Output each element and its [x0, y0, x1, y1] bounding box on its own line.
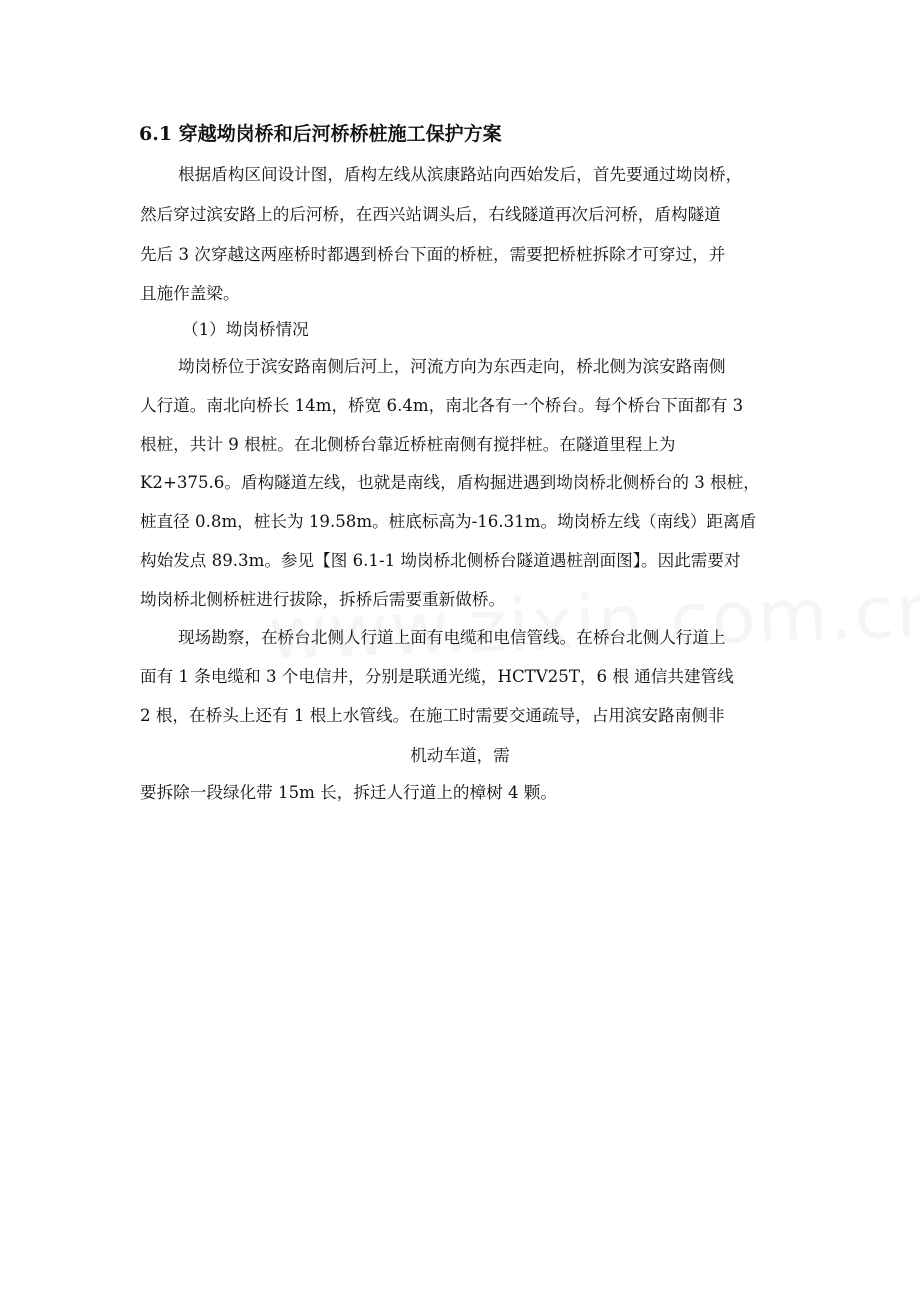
paragraph-2-line-3: 根桩，共计 9 根桩。在北侧桥台靠近桥桩南侧有搅拌桩。在隧道里程上为 [140, 435, 676, 454]
subheading-bridge-status: （1）坳岗桥情况 [182, 320, 309, 339]
paragraph-2-line-7: 坳岗桥北侧桥桩进行拔除，拆桥后需要重新做桥。 [140, 590, 506, 609]
section-heading: 6.1 穿越坳岗桥和后河桥桥桩施工保护方案 [139, 123, 502, 145]
paragraph-3-line-last: 要拆除一段绿化带 15m 长，拆迁人行道上的樟树 4 颗。 [140, 783, 557, 802]
paragraph-3-centered-fragment: 机动车道，需 [410, 746, 510, 765]
paragraph-2-line-6: 构始发点 89.3m。参见【图 6.1-1 坳岗桥北侧桥台隧道遇桩剖面图】。因此需要对 [140, 551, 741, 570]
paragraph-2-line-2: 人行道。南北向桥长 14m，桥宽 6.4m，南北各有一个桥台。每个桥台下面都有 3 [140, 396, 744, 415]
paragraph-2-line-1: 坳岗桥位于滨安路南侧后河上，河流方向为东西走向，桥北侧为滨安路南侧 [178, 357, 726, 376]
paragraph-3-line-1: 现场勘察，在桥台北侧人行道上面有电缆和电信管线。在桥台北侧人行道上 [178, 628, 726, 647]
paragraph-1-line-1: 根据盾构区间设计图，盾构左线从滨康路站向西始发后，首先要通过坳岗桥， [178, 165, 743, 184]
paragraph-2-line-5: 桩直径 0.8m，桩长为 19.58m。桩底标高为-16.31m。坳岗桥左线（南线）距离盾 [140, 512, 757, 531]
paragraph-1-line-3: 先后 3 次穿越这两座桥时都遇到桥台下面的桥桩，需要把桥桩拆除才可穿过，并 [140, 245, 726, 264]
paragraph-1-line-2: 然后穿过滨安路上的后河桥，在西兴站调头后，右线隧道再次后河桥，盾构隧道 [140, 205, 721, 224]
paragraph-2-line-4: K2+375.6。盾构隧道左线，也就是南线，盾构掘进遇到坳岗桥北侧桥台的 3 根桩， [140, 473, 760, 492]
paragraph-3-line-3: 2 根，在桥头上还有 1 根上水管线。在施工时需要交通疏导，占用滨安路南侧非 [140, 706, 725, 725]
watermark [267, 568, 920, 676]
paragraph-3-line-2: 面有 1 条电缆和 3 个电信井，分别是联通光缆，HCTV25T，6 根 通信共建管线 [140, 667, 734, 686]
paragraph-1-line-4: 且施作盖梁。 [140, 284, 240, 303]
